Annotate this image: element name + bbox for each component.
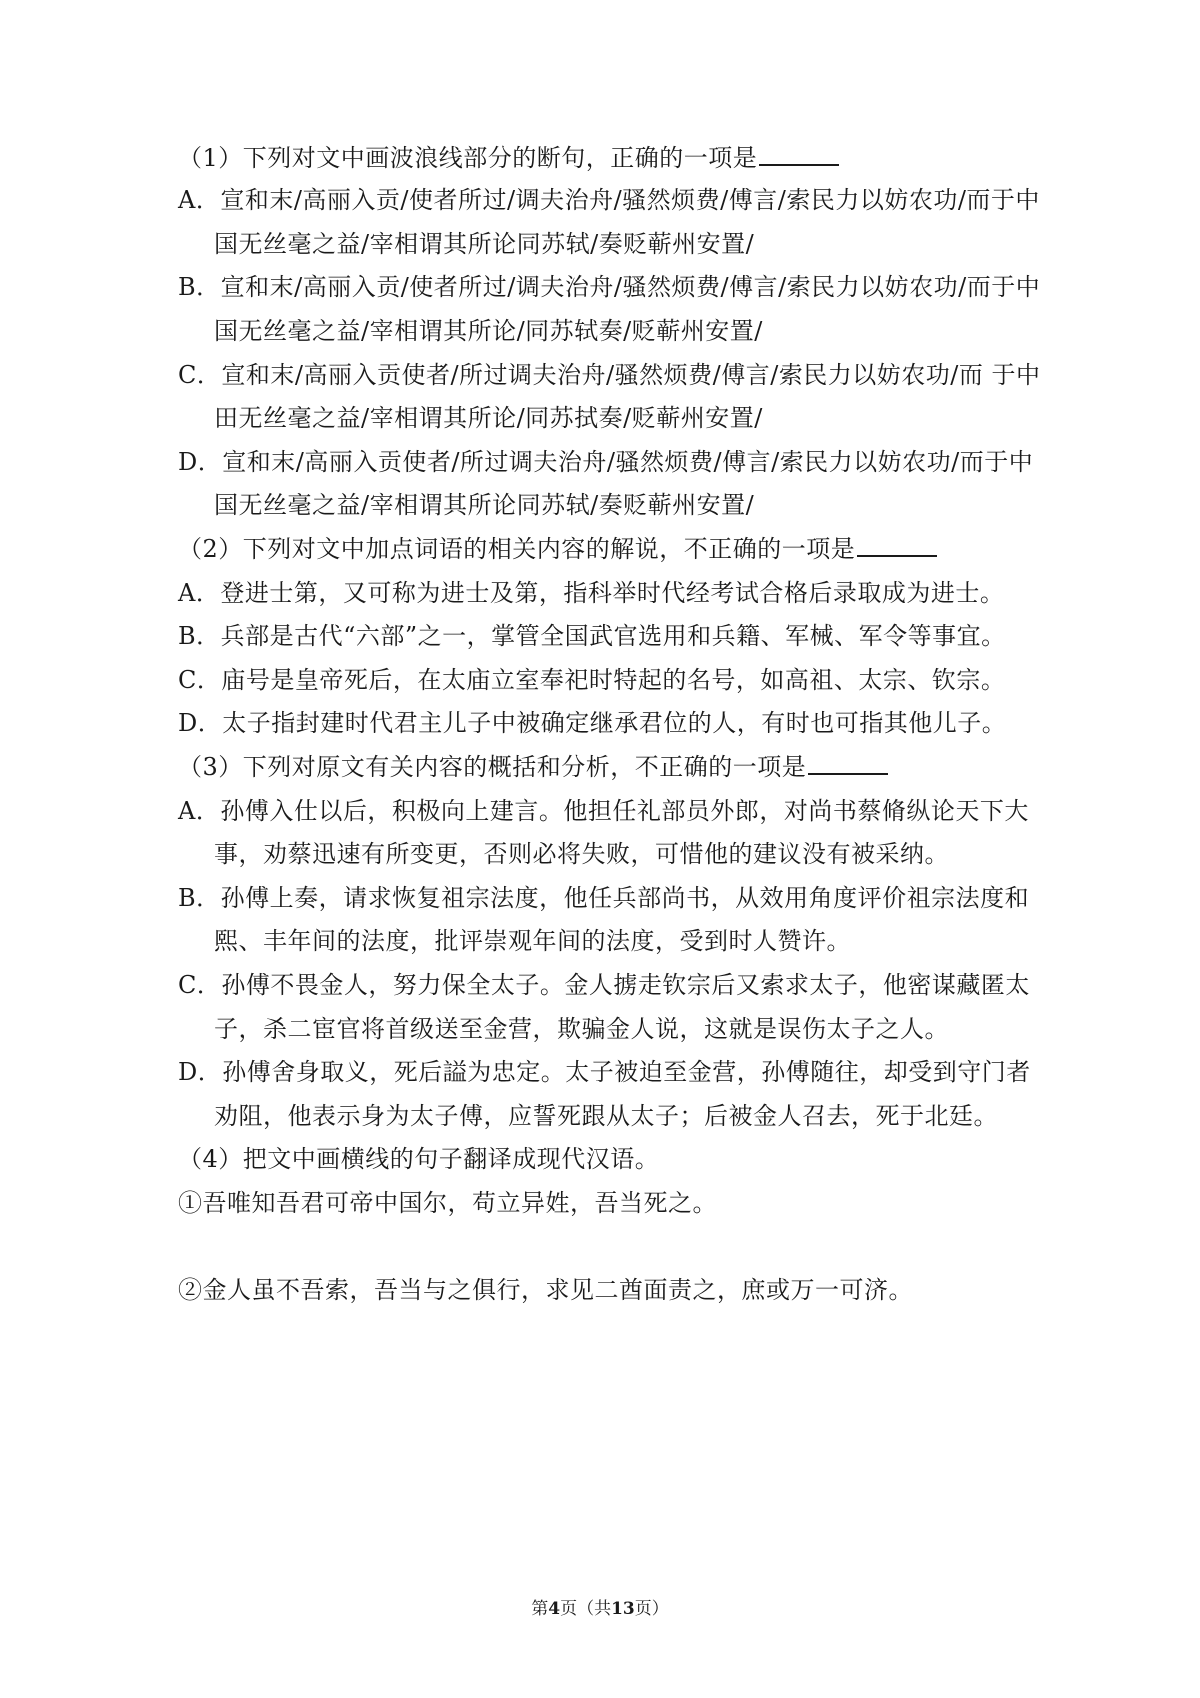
question-2-text: （2）下列对文中加点词语的相关内容的解说，不正确的一项是 — [178, 535, 856, 563]
q3-option-c-line1: C．孙傅不畏金人，努力保全太子。金人掳走钦宗后又索求太子，他密谋藏匿太 — [178, 971, 1030, 999]
answer-blank-3 — [808, 753, 888, 775]
q1-option-b-line1: B．宣和末/高丽入贡/使者所过/调夫治舟/骚然烦费/傅言/索民力以妨农功/而于中 — [178, 273, 1041, 301]
q3-option-b-line1: B．孙傅上奏，请求恢复祖宗法度，他任兵部尚书，从效用角度评价祖宗法度和 — [178, 884, 1030, 912]
footer-suffix: 页） — [634, 1599, 669, 1619]
q1-option-d-line2: 国无丝毫之益/宰相谓其所论同苏轼/奏贬蕲州安置/ — [214, 491, 755, 519]
q2-option-a: A．登进士第，又可称为进士及第，指科举时代经考试合格后录取成为进士。 — [178, 579, 1005, 607]
question-4-stem: （4）把文中画横线的句子翻译成现代汉语。 — [178, 1145, 660, 1173]
q1-option-b-line2: 国无丝毫之益/宰相谓其所论/同苏轼奏/贬蕲州安置/ — [214, 317, 763, 345]
q3-option-d-line1: D．孙傅舍身取义，死后謚为忠定。太子被迫至金营，孙傅随往，却受到守门者 — [178, 1058, 1031, 1086]
q2-option-b: B．兵部是古代“六部”之一，掌管全国武官选用和兵籍、军械、军令等事宜。 — [178, 622, 1006, 650]
q1-option-a-line1: A．宣和末/高丽入贡/使者所过/调夫治舟/骚然烦费/傅言/索民力以妨农功/而于中 — [178, 186, 1040, 214]
footer-mid: 页（共 — [560, 1599, 612, 1619]
question-1-stem — [178, 143, 839, 173]
q1-option-d-line1: D．宣和末/高丽入贡使者/所过调夫治舟/骚然烦费/傅言/索民力以妨农功/而于中 — [178, 448, 1034, 476]
q1-option-c-line2: 田无丝毫之益/宰相谓其所论/同苏拭奏/贬蕲州安置/ — [214, 404, 763, 432]
footer-page-number: 4 — [548, 1599, 561, 1619]
q1-option-a-line2: 国无丝毫之益/宰相谓其所论同苏轼/奏贬蕲州安置/ — [214, 230, 755, 258]
q2-option-c: C．庙号是皇帝死后，在太庙立室奉祀时特起的名号，如高祖、太宗、钦宗。 — [178, 666, 1006, 694]
q2-option-d: D．太子指封建时代君主儿子中被确定继承君位的人，有时也可指其他儿子。 — [178, 709, 1007, 737]
question-3-text: （3）下列对原文有关内容的概括和分析，不正确的一项是 — [178, 753, 807, 781]
q4-sentence-1: ①吾唯知吾君可帝中国尔，苟立异姓，吾当死之。 — [178, 1189, 717, 1217]
footer-total-pages: 13 — [611, 1599, 635, 1619]
q3-option-a-line2: 事，劝蔡迅速有所变更，否则必将失败，可惜他的建议没有被采纳。 — [214, 840, 949, 868]
question-2-stem — [178, 534, 937, 564]
q4-sentence-2: ②金人虽不吾索，吾当与之俱行，求见二酋面责之，庶或万一可济。 — [178, 1276, 913, 1304]
footer-prefix: 第 — [531, 1599, 549, 1619]
q3-option-d-line2: 劝阻，他表示身为太子傅，应誓死跟从太子；后被金人召去，死于北廷。 — [214, 1102, 998, 1130]
q1-option-c-line1: C．宣和末/高丽入贡使者/所过调夫治舟/骚然烦费/傅言/索民力以妨农功/而 于中 — [178, 361, 1041, 389]
answer-blank-2 — [857, 535, 937, 557]
page-footer — [0, 1598, 1200, 1620]
question-1-text: （1）下列对文中画波浪线部分的断句，正确的一项是 — [178, 144, 758, 172]
q3-option-a-line1: A．孙傅入仕以后，积极向上建言。他担任礼部员外郎，对尚书蔡脩纵论天下大 — [178, 797, 1029, 825]
q3-option-b-line2: 熙、丰年间的法度，批评崇观年间的法度，受到时人赞许。 — [214, 927, 851, 955]
question-3-stem — [178, 752, 888, 782]
answer-blank-1 — [759, 144, 839, 166]
q3-option-c-line2: 子，杀二宦官将首级送至金营，欺骗金人说，这就是误伤太子之人。 — [214, 1015, 949, 1043]
